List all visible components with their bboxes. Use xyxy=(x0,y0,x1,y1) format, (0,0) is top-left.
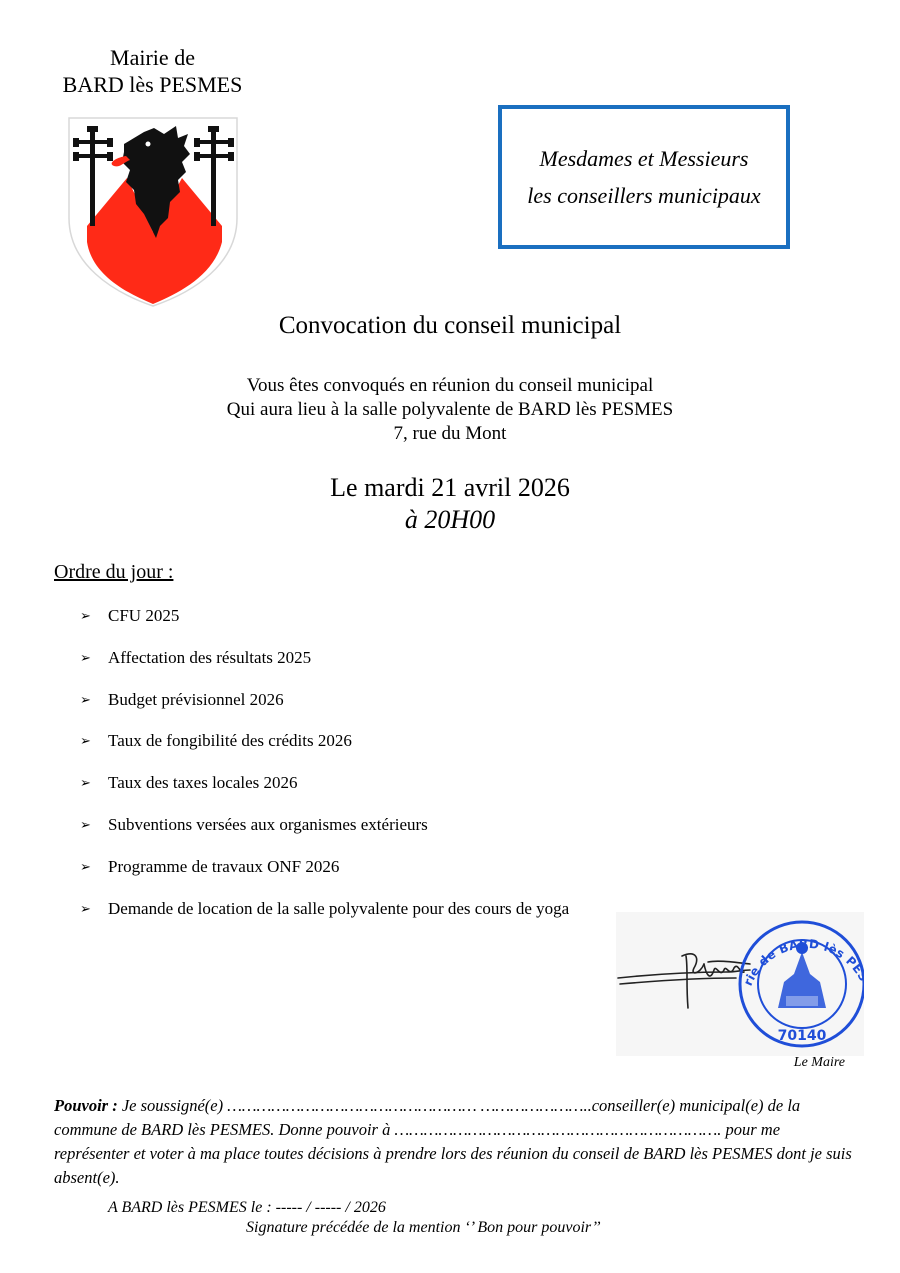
proxy-signature-note: Signature précédée de la mention ‘’ Bon pour pouvoir’’ xyxy=(246,1219,601,1236)
meeting-time: à 20H00 xyxy=(404,505,496,534)
agenda-item-text: Taux des taxes locales 2026 xyxy=(108,773,298,793)
proxy-paragraph xyxy=(54,1094,854,1190)
arrow-bullet-icon: ➢ xyxy=(80,775,91,791)
signature-stamp-image xyxy=(616,912,864,1056)
agenda-item-text: Affectation des résultats 2025 xyxy=(108,647,312,667)
intro-line-3: 7, rue du Mont xyxy=(393,423,507,444)
agenda-item xyxy=(80,647,569,689)
agenda-item-text: Programme de travaux ONF 2026 xyxy=(108,856,340,876)
mairie-header xyxy=(40,44,265,98)
agenda-item xyxy=(80,814,569,856)
arrow-bullet-icon: ➢ xyxy=(80,733,91,749)
stamp-ring-text: rie de BARD lès P xyxy=(740,936,860,988)
agenda-item-text: CFU 2025 xyxy=(108,606,180,625)
proxy-text-part1: Je soussigné(e) …………………………………………… …………………..conseiller(e) municipal(e) de la commune de BARD lès PESMES. Donne pouvoir à xyxy=(54,1096,801,1139)
addressee-box xyxy=(498,105,790,249)
agenda-item xyxy=(80,898,569,940)
agenda-item-text: Budget prévisionnel 2026 xyxy=(108,689,284,709)
agenda-item xyxy=(80,730,569,772)
agenda-item-text: Subventions versées aux organismes extérieurs xyxy=(108,814,428,834)
mairie-line-2: BARD lès PESMES xyxy=(62,72,243,97)
agenda-item-text: Demande de location de la salle polyvalente pour des cours de yoga xyxy=(108,898,570,918)
agenda-item-text: Taux de fongibilité des crédits 2026 xyxy=(108,731,352,751)
arrow-bullet-icon: ➢ xyxy=(80,608,91,623)
agenda-item xyxy=(80,772,569,814)
proxy-text-part2: …………………………………………………………. pour me représenter et voter à ma place toutes décisions à prendre lors des réunion du conseil de BARD lès PESMES dont je suis absent(e). xyxy=(54,1120,852,1187)
coat-of-arms-logo xyxy=(64,114,242,310)
agenda-list xyxy=(80,605,569,939)
stamp-postcode: 70140 xyxy=(777,1028,827,1044)
signatory-label: Le Maire xyxy=(793,1055,845,1070)
intro-line-1: Vous êtes convoqués en réunion du conseil municipal xyxy=(246,375,654,396)
signature-stamp-area xyxy=(616,912,864,1056)
meeting-datetime xyxy=(0,472,900,536)
proxy-place-date: A BARD lès PESMES le : ----- / ----- / 2026 xyxy=(108,1199,386,1216)
arrow-bullet-icon: ➢ xyxy=(80,858,91,874)
proxy-label: Pouvoir : xyxy=(54,1096,118,1115)
intro-text xyxy=(0,374,900,446)
addressee-line-1: Mesdames et Messieurs xyxy=(539,146,749,171)
arrow-bullet-icon: ➢ xyxy=(80,900,91,916)
agenda-item xyxy=(80,856,569,898)
meeting-date: Le mardi 21 avril 2026 xyxy=(330,473,570,502)
mairie-line-1: Mairie de xyxy=(110,45,195,70)
agenda-title: Ordre du jour : xyxy=(54,561,174,583)
arrow-bullet-icon: ➢ xyxy=(80,649,91,665)
agenda-item xyxy=(80,605,569,647)
arrow-bullet-icon: ➢ xyxy=(80,816,91,832)
addressee-line-2: les conseillers municipaux xyxy=(527,183,761,208)
agenda-item xyxy=(80,689,569,731)
document-title: Convocation du conseil municipal xyxy=(278,312,622,339)
intro-line-2: Qui aura lieu à la salle polyvalente de BARD lès PESMES xyxy=(226,399,674,420)
arrow-bullet-icon: ➢ xyxy=(80,691,91,707)
